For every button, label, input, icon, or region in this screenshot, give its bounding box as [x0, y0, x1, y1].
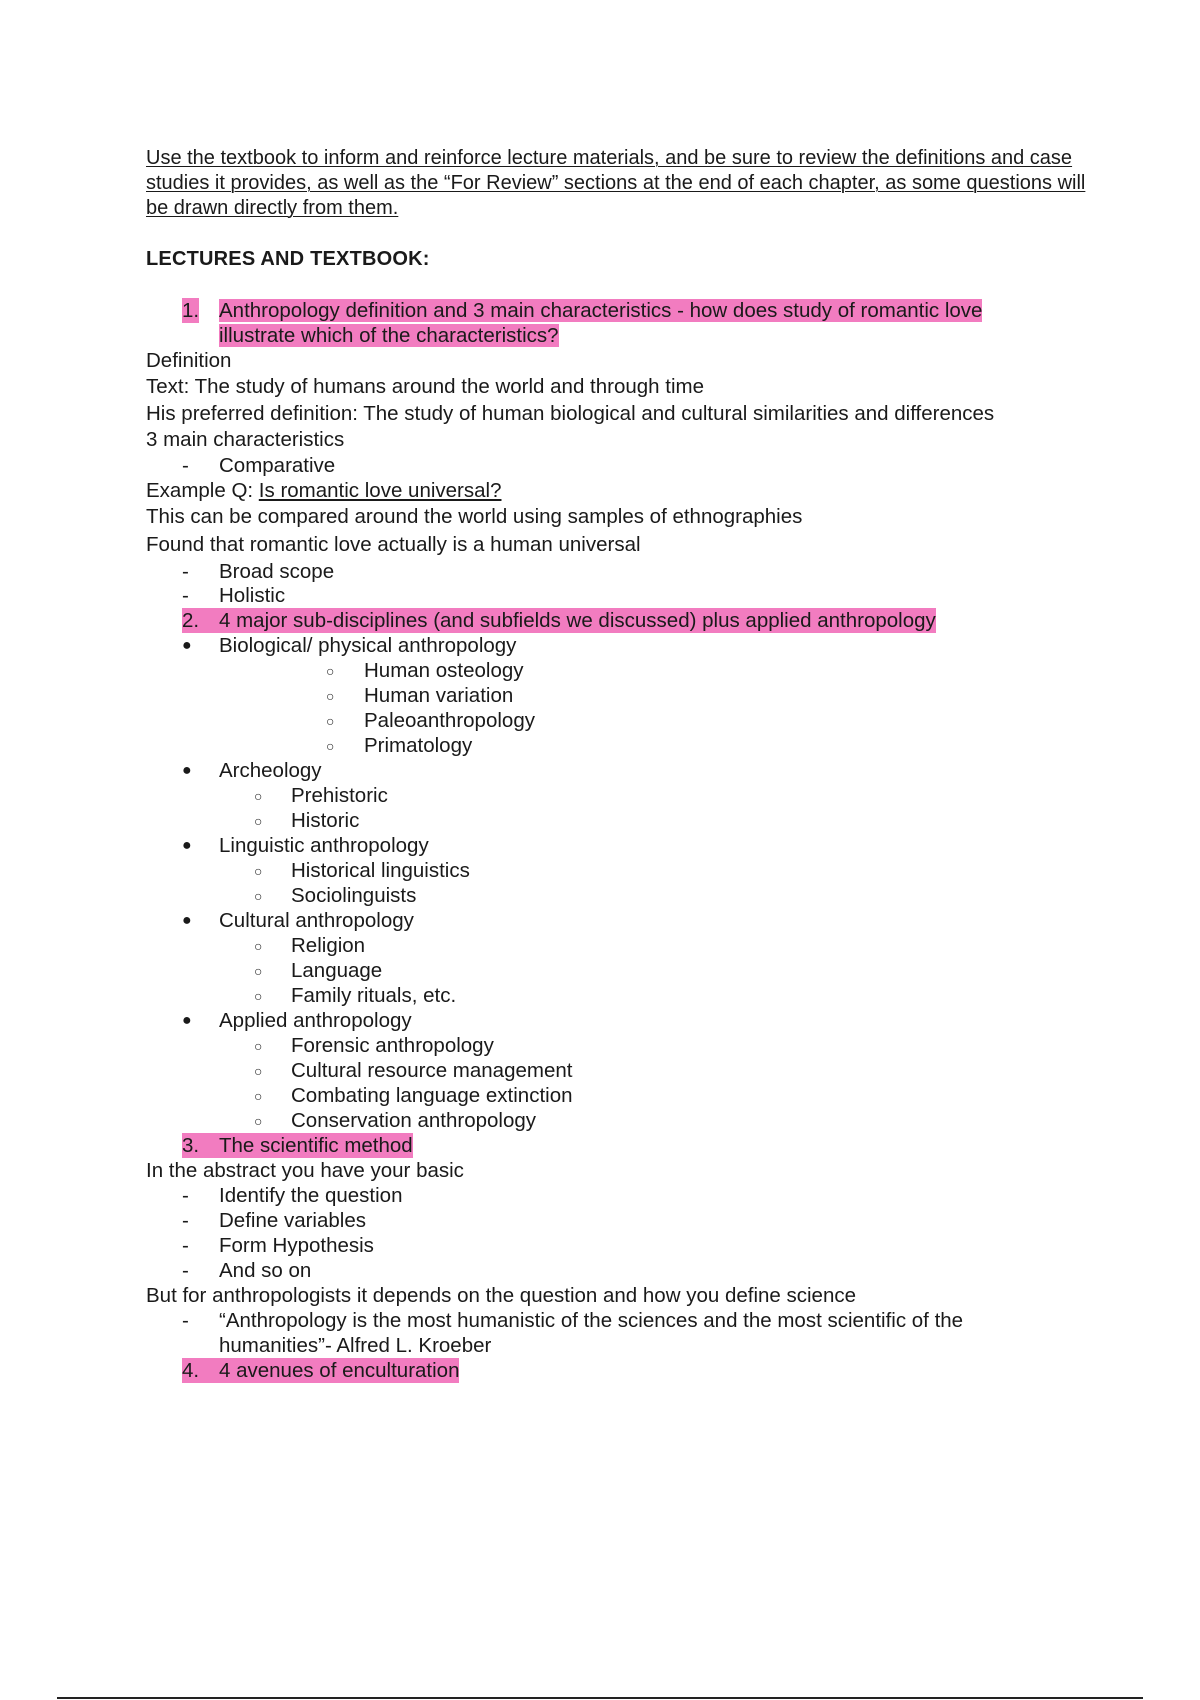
list-item	[146, 1008, 1126, 1033]
list-item	[146, 983, 1126, 1008]
list-item	[146, 908, 1126, 933]
section-heading: LECTURES AND TEXTBOOK:	[146, 248, 430, 270]
dash-marker: -	[182, 454, 189, 477]
bullet-marker: ●	[182, 1012, 192, 1029]
dash-marker: -	[182, 1259, 189, 1282]
subfield: Family rituals, etc.	[291, 984, 457, 1007]
subfield: Forensic anthropology	[291, 1034, 494, 1057]
question-4-text: 4 avenues of enculturation	[219, 1359, 460, 1382]
list-item	[146, 1258, 1126, 1283]
list-item	[146, 1308, 1126, 1333]
discipline-biological: Biological/ physical anthropology	[219, 634, 517, 657]
question-4-number: 4.	[182, 1359, 200, 1382]
subfield: Prehistoric	[291, 784, 388, 807]
subfield: Cultural resource management	[291, 1059, 573, 1082]
intro-paragraph: Use the textbook to inform and reinforce lecture materials, and be sure to review the definitions and case studies it provides, as well as the “For Review” sections at the end of each chapter, as some questions will be drawn directly from them.	[146, 147, 1086, 219]
list-item	[146, 1083, 1126, 1108]
page-bottom-rule	[57, 1697, 1143, 1699]
dash-marker: -	[182, 1184, 189, 1207]
question-4	[146, 1358, 1126, 1383]
circle-marker: ○	[254, 988, 263, 1004]
dash-marker: -	[182, 1309, 189, 1332]
discipline-applied: Applied anthropology	[219, 1009, 412, 1032]
dash-marker: -	[182, 584, 189, 607]
method-step: And so on	[219, 1259, 312, 1282]
circle-marker: ○	[254, 963, 263, 979]
circle-marker: ○	[254, 813, 263, 829]
example-question	[146, 478, 1126, 503]
list-item	[146, 858, 1126, 883]
circle-marker: ○	[254, 938, 263, 954]
bullet-marker: ●	[182, 637, 192, 654]
question-1	[182, 298, 1052, 348]
question-3-text: The scientific method	[219, 1134, 413, 1157]
list-item	[146, 658, 1126, 683]
found-text: Found that romantic love actually is a human universal	[146, 533, 641, 556]
notes-content	[146, 298, 1126, 1383]
list-item	[146, 1108, 1126, 1133]
list-item	[146, 933, 1126, 958]
question-2-text: 4 major sub-disciplines (and subfields we discussed) plus applied anthropology	[219, 609, 936, 632]
list-item	[146, 808, 1126, 833]
circle-marker: ○	[254, 863, 263, 879]
subfield: Historical linguistics	[291, 859, 470, 882]
dash-marker: -	[182, 560, 189, 583]
question-2-number: 2.	[182, 609, 200, 632]
definition-label: Definition	[146, 349, 232, 372]
discipline-linguistic: Linguistic anthropology	[219, 834, 429, 857]
list-item	[146, 1058, 1126, 1083]
method-step: Identify the question	[219, 1184, 403, 1207]
list-item	[146, 559, 1126, 584]
question-3	[146, 1133, 1126, 1158]
list-item	[146, 833, 1126, 858]
list-item	[146, 958, 1126, 983]
compare-text: This can be compared around the world using samples of ethnographies	[146, 505, 803, 528]
bullet-marker: ●	[182, 912, 192, 929]
characteristic-broad: Broad scope	[219, 560, 335, 583]
list-item	[146, 758, 1126, 783]
list-item	[146, 1208, 1126, 1233]
method-step: Form Hypothesis	[219, 1234, 374, 1257]
list-item	[146, 683, 1126, 708]
circle-marker: ○	[326, 713, 335, 729]
example-prefix: Example Q:	[146, 479, 259, 502]
list-item	[146, 1033, 1126, 1058]
method-but: But for anthropologists it depends on the question and how you define science	[146, 1284, 857, 1307]
subfield: Language	[291, 959, 383, 982]
question-1-line-2: illustrate which of the characteristics?	[219, 324, 559, 347]
list-item	[146, 1183, 1126, 1208]
definition-text: Text: The study of humans around the world and through time	[146, 375, 705, 398]
characteristic-holistic: Holistic	[219, 584, 286, 607]
quote-line-2: humanities”- Alfred L. Kroeber	[219, 1334, 492, 1357]
subfield: Religion	[291, 934, 366, 957]
subfield: Human osteology	[364, 659, 524, 682]
bullet-marker: ●	[182, 762, 192, 779]
subfield: Historic	[291, 809, 360, 832]
question-2	[146, 608, 1126, 633]
definition-preferred: His preferred definition: The study of human biological and cultural similarities and differences	[146, 402, 995, 425]
subfield: Primatology	[364, 734, 473, 757]
circle-marker: ○	[254, 1088, 263, 1104]
list-item	[146, 883, 1126, 908]
characteristics-label: 3 main characteristics	[146, 428, 345, 451]
question-3-number: 3.	[182, 1134, 200, 1157]
subfield: Conservation anthropology	[291, 1109, 537, 1132]
circle-marker: ○	[254, 788, 263, 804]
question-1-line-1: Anthropology definition and 3 main characteristics - how does study of romantic love	[219, 299, 983, 322]
quote-line-1: “Anthropology is the most humanistic of the sciences and the most scientific of the	[219, 1309, 964, 1332]
bullet-marker: ●	[182, 837, 192, 854]
characteristic-comparative: Comparative	[219, 454, 336, 477]
method-intro: In the abstract you have your basic	[146, 1159, 464, 1182]
dash-marker: -	[182, 1209, 189, 1232]
subfield: Paleoanthropology	[364, 709, 535, 732]
list-item	[146, 733, 1126, 758]
list-item	[146, 708, 1126, 733]
subfield: Sociolinguists	[291, 884, 417, 907]
method-step: Define variables	[219, 1209, 366, 1232]
circle-marker: ○	[326, 688, 335, 704]
circle-marker: ○	[326, 738, 335, 754]
discipline-cultural: Cultural anthropology	[219, 909, 414, 932]
subfield: Combating language extinction	[291, 1084, 573, 1107]
circle-marker: ○	[254, 1113, 263, 1129]
list-item	[146, 1333, 1126, 1358]
question-1-number: 1.	[182, 299, 200, 322]
dash-marker: -	[182, 1234, 189, 1257]
circle-marker: ○	[254, 1063, 263, 1079]
list-item	[146, 454, 1126, 478]
circle-marker: ○	[254, 1038, 263, 1054]
list-item	[146, 633, 1126, 658]
circle-marker: ○	[254, 888, 263, 904]
discipline-archeology: Archeology	[219, 759, 322, 782]
circle-marker: ○	[326, 663, 335, 679]
list-item	[146, 783, 1126, 808]
list-item	[146, 584, 1126, 608]
subfield: Human variation	[364, 684, 514, 707]
example-question-text: Is romantic love universal?	[258, 479, 502, 502]
list-item	[146, 1233, 1126, 1258]
